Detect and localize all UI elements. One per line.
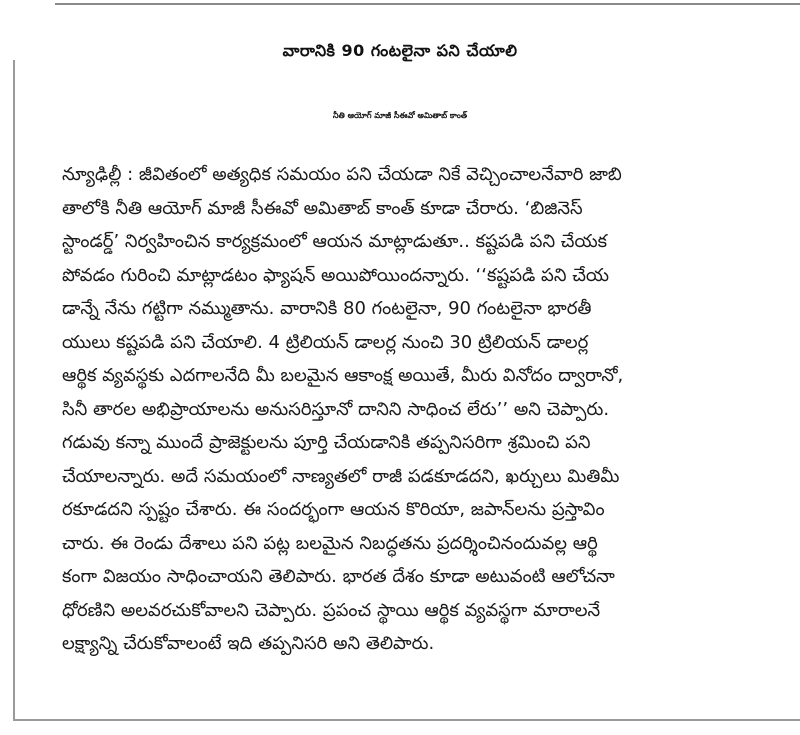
body-line: ఆర్థిక వ్యవస్థకు ఎదగాలనేది మీ బలమైన ఆకాంక్ష అయితే, మీరు వినోదం ద్వారానో, [62, 365, 624, 386]
top-rule [55, 3, 800, 5]
body-line: రకూడదని స్పష్టం చేశారు. ఈ సందర్భంగా ఆయన కొరియా, జపాన్‌లను ప్రస్తావిం [62, 499, 605, 520]
body-line: డాన్నే నేను గట్టిగా నమ్ముతాను. వారానికి 80 గంటలైనా, 90 గంటలైనా భారతీ [62, 298, 592, 319]
left-border-rule [13, 60, 15, 721]
body-line: లక్ష్యాన్ని చేరుకోవాలంటే ఇది తప్పనిసరి అని తెలిపారు. [62, 633, 435, 654]
subheadline: నీతి ఆయోగ్ మాజీ సీఈవో అమితాబ్ కాంత్ [332, 111, 468, 120]
headline: వారానికి 90 గంటలైనా పని చేయాలి [282, 41, 518, 60]
body-line: సినీ తారల అభిప్రాయాలను అనుసరిస్తూనో దానిని సాధించ లేరు’’ అని చెప్పారు. [62, 398, 610, 420]
article-body [62, 158, 782, 661]
body-line: స్టాండర్డ్’ నిర్వహించిన కార్యక్రమంలో ఆయన మాట్లాడుతూ.. కష్టపడి పని చేయక [62, 231, 608, 252]
body-line: గడువు కన్నా ముందే ప్రాజెక్టులను పూర్తి చేయడానికి తప్పనిసరిగా శ్రమించి పని [62, 432, 591, 453]
body-line: యులు కష్టపడి పని చేయాలి. 4 ట్రిలియన్ డాలర్ల నుంచి 30 ట్రిలియన్ డాలర్ల [62, 331, 589, 353]
body-line: చారు. ఈ రెండు దేశాలు పని పట్ల బలమైన నిబద్ధతను ప్రదర్శించినందువల్ల ఆర్థి [62, 532, 598, 554]
body-line: చేయాలన్నారు. అదే సమయంలో నాణ్యతలో రాజీ పడకూడదని, ఖర్చులు మితిమీ [62, 465, 620, 487]
body-line: న్యూఢిల్లీ : జీవితంలో అత్యధిక సమయం పని చేయడా నికే వెచ్చించాలనేవారి జాబి [62, 164, 622, 185]
body-line: కంగా విజయం సాధించాయని తెలిపారు. భారత దేశం కూడా అటువంటి ఆలోచనా [62, 566, 615, 587]
body-line: తాలోకి నీతి ఆయోగ్ మాజీ సీఈవో అమితాబ్ కాంత్ కూడా చేరారు. ‘బిజినెస్ [62, 197, 583, 219]
body-line: ధోరణిని అలవరచుకోవాలని చెప్పారు. ప్రపంచ స్థాయి ఆర్థిక వ్యవస్థగా మారాలనే [62, 599, 601, 621]
bottom-border-rule [13, 719, 800, 721]
body-line: పోవడం గురించి మాట్లాడటం ఫ్యాషన్ అయిపోయిందన్నారు. ‘‘కష్టపడి పని చేయ [62, 264, 610, 286]
